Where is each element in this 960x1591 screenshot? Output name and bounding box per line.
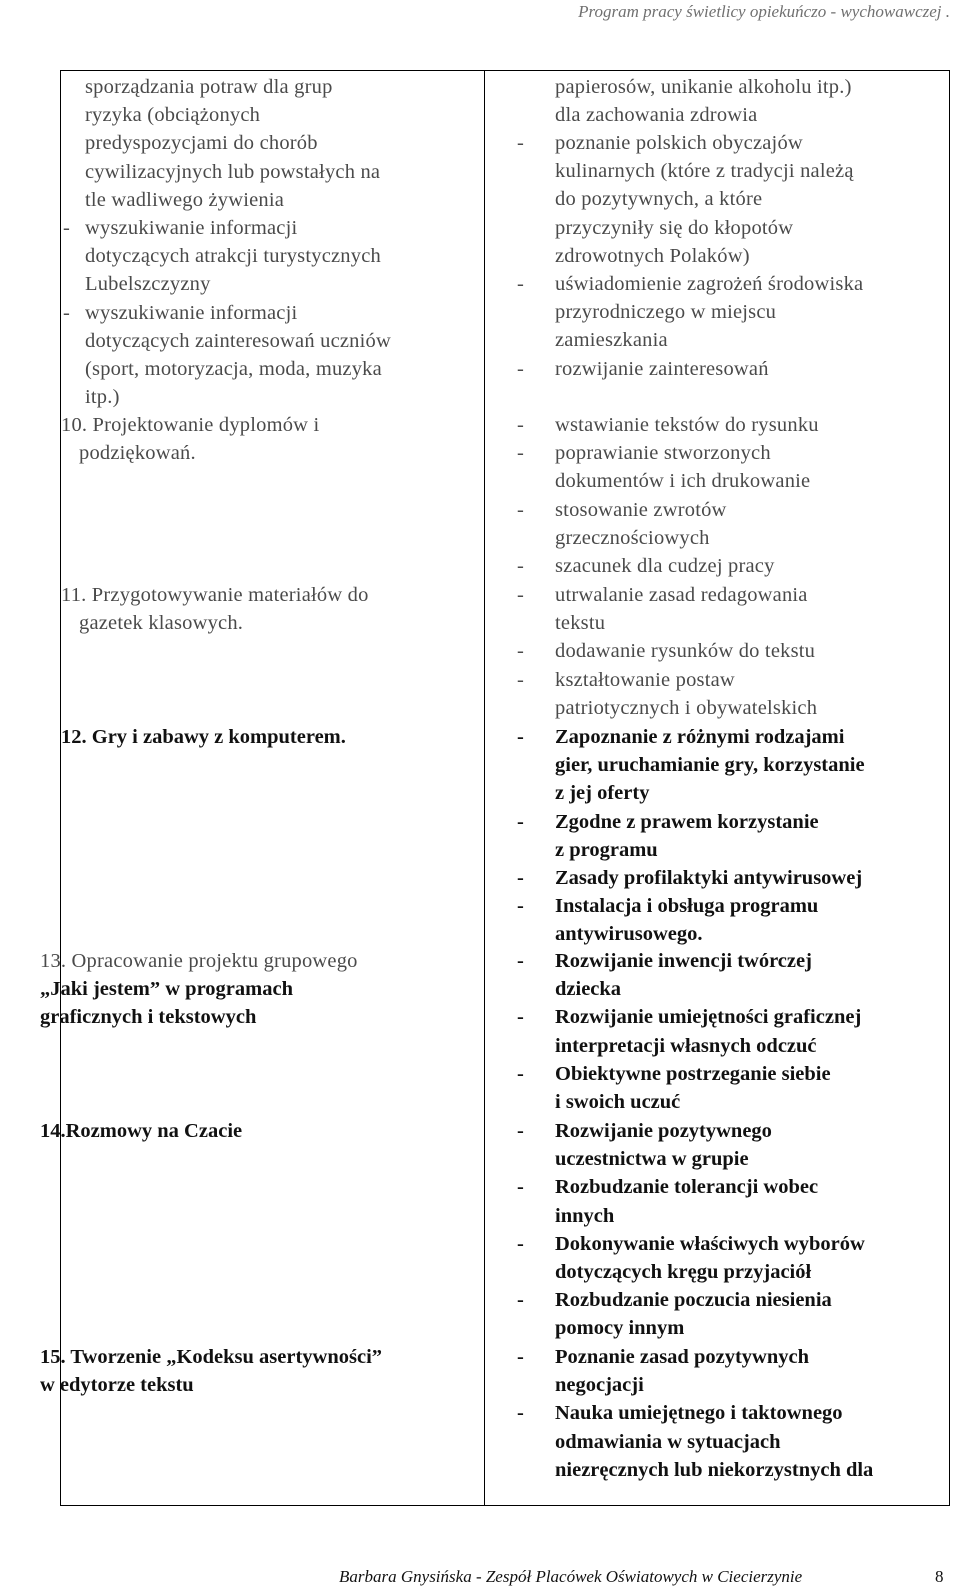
- bullet-dash: -: [517, 950, 524, 972]
- bullet-text-line: pomocy innym: [555, 1317, 685, 1340]
- bullet-dash: -: [517, 1346, 524, 1368]
- bullet-dash: -: [517, 132, 525, 154]
- bullet-text-line: i swoich uczuć: [555, 1091, 681, 1113]
- bullet-dash: -: [517, 498, 525, 521]
- bullet-text-line: Rozwijanie pozytywnego: [555, 1120, 772, 1142]
- bullet-text-line: Lubelszczyzny: [85, 273, 211, 296]
- item-heading: 12. Gry i zabawy z komputerem.: [61, 726, 346, 748]
- bullet-text-line: dodawanie rysunków do tekstu: [555, 640, 816, 663]
- bullet-text-line: z programu: [555, 838, 658, 861]
- program-table: [40, 70, 950, 1506]
- item-heading: 11. Przygotowywanie materiałów do: [61, 584, 369, 606]
- bullet-dash: -: [517, 273, 525, 295]
- bullet-text-line: grzecznościowych: [555, 526, 710, 549]
- bullet-dash: -: [517, 414, 525, 436]
- bullet-text-line: Rozwijanie inwencji twórczej: [555, 950, 812, 972]
- bullet-dash: -: [63, 217, 71, 239]
- bullet-text-line: przyczyniły się do kłopotów: [555, 216, 794, 239]
- bullet-text-line: uświadomienie zagrożeń środowiska: [555, 273, 864, 295]
- bullet-text-line: przyrodniczego w miejscu: [555, 301, 777, 324]
- cell-text-line: tle wadliwego żywienia: [85, 188, 285, 211]
- bullet-dash: -: [517, 1232, 524, 1255]
- cell-text-line: papierosów, unikanie alkoholu itp.): [555, 76, 852, 98]
- bullet-text-line: Zgodne z prawem korzystanie: [555, 810, 819, 833]
- bullet-text-line: Dokonywanie właściwych wyborów: [555, 1232, 865, 1255]
- bullet-dash: -: [517, 1176, 524, 1199]
- bullet-dash: -: [517, 555, 525, 577]
- cell-text-line: cywilizacyjnych lub powstałych na: [85, 160, 381, 183]
- bullet-text-line: Nauka umiejętnego i taktownego: [555, 1402, 843, 1425]
- bullet-text-line: dotyczących zainteresowań uczniów: [85, 329, 391, 352]
- item-heading: 15. Tworzenie „Kodeksu asertywności”: [40, 1346, 383, 1368]
- right-column: [485, 71, 951, 1505]
- bullet-text-line: patriotycznych i obywatelskich: [555, 696, 818, 719]
- bullet-dash: -: [517, 584, 525, 606]
- bullet-dash: -: [63, 301, 71, 324]
- bullet-dash: -: [517, 1062, 524, 1085]
- bullet-text-line: poprawianie stworzonych: [555, 442, 771, 465]
- bullet-text-line: kulinarnych (które z tradycji należą: [555, 160, 854, 183]
- bullet-dash: -: [517, 867, 524, 889]
- bullet-text-line: gier, uruchamianie gry, korzystanie: [555, 754, 865, 777]
- item-heading: podziękowań.: [79, 442, 196, 464]
- bullet-text-line: dotyczących atrakcji turystycznych: [85, 245, 381, 268]
- cell-text-line: predyspozycjami do chorób: [85, 132, 318, 155]
- bullet-text-line: wyszukiwanie informacji: [85, 301, 298, 324]
- bullet-text-line: wstawianie tekstów do rysunku: [555, 414, 819, 436]
- bullet-text-line: Rozbudzanie tolerancji wobec: [555, 1176, 819, 1199]
- bullet-dash: -: [517, 726, 524, 748]
- bullet-dash: -: [517, 1289, 524, 1312]
- bullet-text-line: rozwijanie zainteresowań: [555, 357, 769, 380]
- page-number: 8: [935, 1567, 944, 1586]
- item-heading: 13. Opracowanie projektu grupowego: [40, 950, 358, 972]
- bullet-text-line: niezręcznych lub niekorzystnych dla: [555, 1458, 874, 1481]
- cell-text-line: ryzyka (obciążonych: [85, 104, 261, 127]
- item-heading: 10. Projektowanie dyplomów i: [61, 414, 320, 436]
- bullet-text-line: uczestnictwa w grupie: [555, 1148, 749, 1171]
- bullet-text-line: tekstu: [555, 612, 606, 635]
- bullet-text-line: kształtowanie postaw: [555, 668, 735, 691]
- bullet-text-line: Poznanie zasad pozytywnych: [555, 1346, 809, 1368]
- bullet-dash: -: [517, 810, 524, 833]
- item-heading: graficznych i tekstowych: [40, 1006, 257, 1028]
- bullet-dash: -: [517, 1402, 524, 1425]
- bullet-text-line: Rozbudzanie poczucia niesienia: [555, 1289, 832, 1312]
- item-heading: gazetek klasowych.: [79, 612, 244, 634]
- running-header: Program pracy świetlicy opiekuńczo - wychowawczej .: [578, 2, 950, 21]
- bullet-text-line: poznanie polskich obyczajów: [555, 132, 803, 154]
- bullet-dash: -: [517, 1120, 524, 1142]
- bullet-text-line: interpretacji własnych odczuć: [555, 1034, 817, 1057]
- item-heading: w edytorze tekstu: [40, 1374, 194, 1396]
- bullet-text-line: antywirusowego.: [555, 923, 703, 946]
- bullet-text-line: Rozwijanie umiejętności graficznej: [555, 1006, 862, 1029]
- cell-text-line: dla zachowania zdrowia: [555, 104, 758, 126]
- bullet-text-line: szacunek dla cudzej pracy: [555, 555, 775, 577]
- bullet-text-line: Zasady profilaktyki antywirusowej: [555, 867, 863, 889]
- bullet-text-line: Obiektywne postrzeganie siebie: [555, 1062, 831, 1085]
- bullet-text-line: wyszukiwanie informacji: [85, 217, 298, 239]
- bullet-dash: -: [517, 895, 524, 918]
- page-footer: [339, 1567, 944, 1587]
- bullet-text-line: dotyczących kręgu przyjaciół: [555, 1261, 812, 1283]
- bullet-text-line: dokumentów i ich drukowanie: [555, 470, 811, 493]
- bullet-text-line: dziecka: [555, 978, 622, 1001]
- bullet-text-line: zdrowotnych Polaków): [555, 244, 750, 267]
- bullet-text-line: negocjacji: [555, 1374, 644, 1397]
- left-column: [40, 71, 484, 1505]
- bullet-text-line: itp.): [85, 386, 120, 409]
- item-heading: 14.Rozmowy na Czacie: [40, 1120, 243, 1142]
- bullet-dash: -: [517, 1006, 524, 1029]
- bullet-text-line: do pozytywnych, a które: [555, 188, 763, 211]
- item-heading: „Jaki jestem” w programach: [40, 978, 293, 1000]
- bullet-text-line: Instalacja i obsługa programu: [555, 895, 819, 918]
- bullet-text-line: utrwalanie zasad redagowania: [555, 584, 808, 606]
- bullet-text-line: Zapoznanie z różnymi rodzajami: [555, 726, 845, 748]
- bullet-dash: -: [517, 668, 525, 691]
- bullet-dash: -: [517, 442, 525, 465]
- cell-text-line: sporządzania potraw dla grup: [85, 76, 333, 98]
- bullet-text-line: (sport, motoryzacja, moda, muzyka: [85, 358, 382, 380]
- bullet-text-line: z jej oferty: [555, 782, 650, 805]
- bullet-dash: -: [517, 640, 525, 663]
- bullet-text-line: stosowanie zwrotów: [555, 498, 727, 521]
- footer-text: Barbara Gnysińska - Zespół Placówek Oświatowych w Ciecierzynie: [339, 1567, 803, 1586]
- bullet-dash: -: [517, 357, 525, 380]
- bullet-text-line: innych: [555, 1204, 615, 1227]
- bullet-text-line: odmawiania w sytuacjach: [555, 1430, 781, 1453]
- bullet-text-line: zamieszkania: [555, 329, 668, 352]
